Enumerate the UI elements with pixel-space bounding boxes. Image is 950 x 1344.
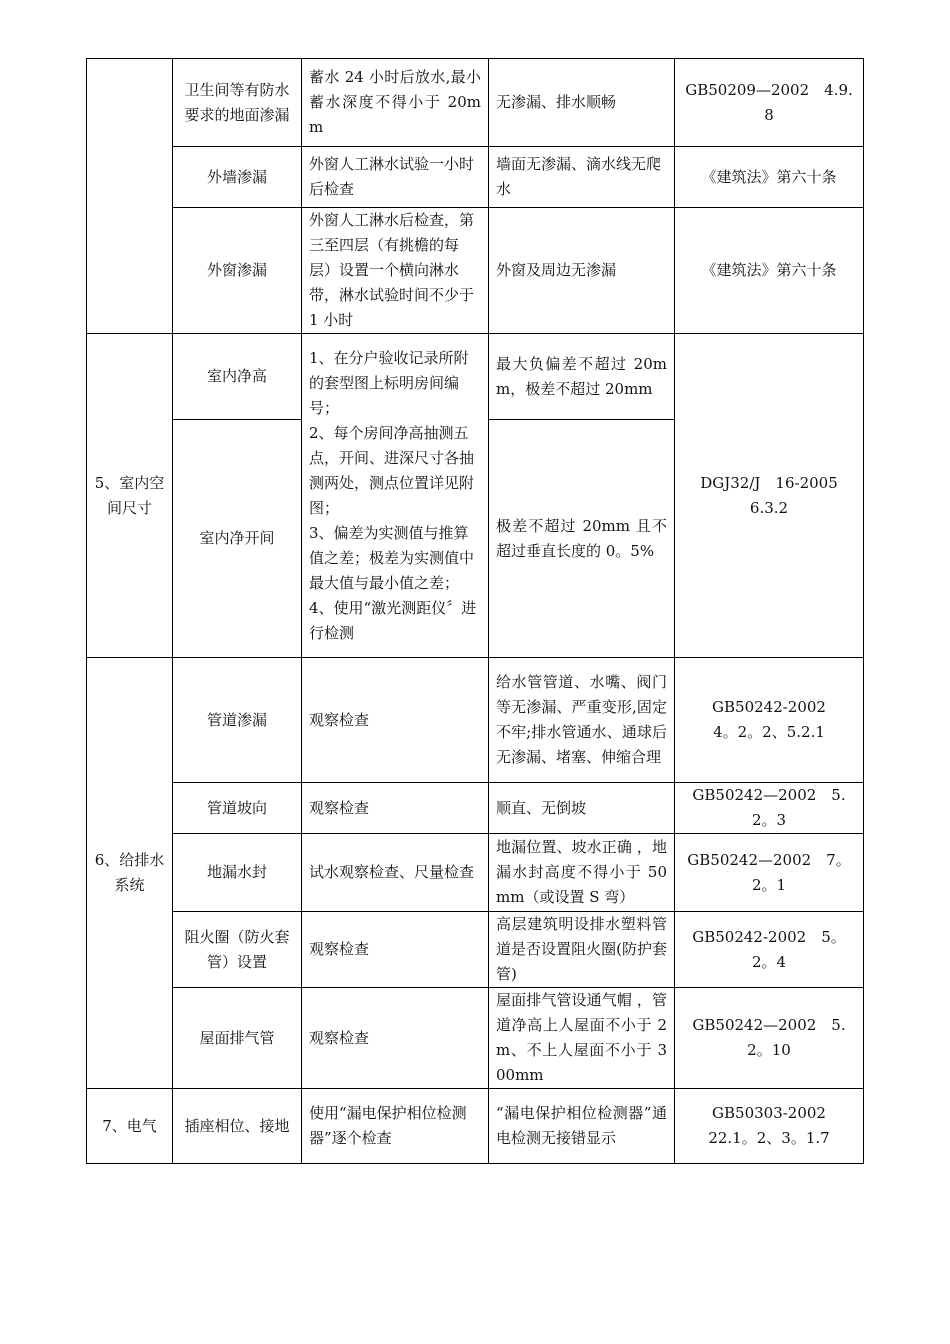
reference-line: 22.1。2、3。1.7 <box>708 1129 830 1147</box>
reference-line: 4。2。2、5.2.1 <box>713 723 825 741</box>
item-cell: 阻火圈（防火套管）设置 <box>173 912 302 988</box>
item-cell: 管道坡向 <box>173 783 302 834</box>
method-cell: 1、在分户验收记录所附的套型图上标明房间编号； 2、每个房间净高抽测五点，开间、进深尺寸各抽测两处，测点位置详见附图； 3、偏差为实测值与推算值之差；极差为实测值中最大值与最小值之差； 4、使用“激光测距仪〞进行检测 <box>302 334 489 658</box>
category-cell: 6、给排水系统 <box>87 658 173 1089</box>
standard-cell: 地漏位置、坡水正确 ，地漏水封高度不得小于 50mm（或设置 S 弯） <box>489 834 675 912</box>
table-row <box>87 658 864 783</box>
category-cell-empty <box>87 59 173 334</box>
item-cell: 室内净开间 <box>173 420 302 658</box>
item-cell: 室内净高 <box>173 334 302 420</box>
item-cell: 地漏水封 <box>173 834 302 912</box>
table-row <box>87 988 864 1089</box>
item-cell: 卫生间等有防水要求的地面渗漏 <box>173 59 302 147</box>
category-cell: 5、室内空间尺寸 <box>87 334 173 658</box>
standard-cell: “漏电保护相位检测器”通电检测无接错显示 <box>489 1089 675 1164</box>
standard-cell: 无渗漏、排水顺畅 <box>489 59 675 147</box>
item-cell: 插座相位、接地 <box>173 1089 302 1164</box>
item-cell: 管道渗漏 <box>173 658 302 783</box>
reference-cell <box>675 334 864 658</box>
reference-line: GB50242-2002 <box>712 698 826 716</box>
method-cell: 观察检查 <box>302 988 489 1089</box>
table-row <box>87 59 864 147</box>
standard-cell: 极差不超过 20mm 且不超过垂直长度的 0。5% <box>489 420 675 658</box>
standard-cell: 外窗及周边无渗漏 <box>489 208 675 334</box>
reference-line: DGJ32/J 16-2005 <box>700 473 838 492</box>
standard-cell: 最大负偏差不超过 20mm，极差不超过 20mm <box>489 334 675 420</box>
standard-cell: 墙面无渗漏、滴水线无爬水 <box>489 147 675 208</box>
table-row <box>87 1089 864 1164</box>
table-row <box>87 334 864 420</box>
item-cell: 外窗渗漏 <box>173 208 302 334</box>
method-cell: 观察检查 <box>302 658 489 783</box>
reference-line: 6.3.2 <box>749 498 789 517</box>
table-row <box>87 912 864 988</box>
reference-cell <box>675 658 864 783</box>
item-cell: 屋面排气管 <box>173 988 302 1089</box>
table-row <box>87 783 864 834</box>
reference-cell: 《建筑法》第六十条 <box>675 147 864 208</box>
reference-cell: GB50242—2002 7。2。1 <box>675 834 864 912</box>
item-cell: 外墙渗漏 <box>173 147 302 208</box>
method-cell: 蓄水 24 小时后放水,最小蓄水深度不得小于 20mm <box>302 59 489 147</box>
reference-cell <box>675 1089 864 1164</box>
standard-cell: 屋面排气管设通气帽 ，管道净高上人屋面不小于 2m、不上人屋面不小于 300mm <box>489 988 675 1089</box>
method-cell: 外窗人工淋水试验一小时后检查 <box>302 147 489 208</box>
standard-cell: 高层建筑明设排水塑料管道是否设置阻火圈(防护套管) <box>489 912 675 988</box>
table-row <box>87 208 864 334</box>
reference-cell: GB50242—2002 5.2。10 <box>675 988 864 1089</box>
reference-line: GB50303-2002 <box>712 1104 826 1122</box>
reference-cell: GB50209—2002 4.9.8 <box>675 59 864 147</box>
method-cell: 观察检查 <box>302 783 489 834</box>
reference-cell: GB50242—2002 5.2。3 <box>675 783 864 834</box>
standard-cell: 给水管管道、水嘴、阀门等无渗漏、严重变形,固定不牢;排水管通水、通球后无渗漏、堵塞、伸缩合理 <box>489 658 675 783</box>
inspection-table <box>86 58 864 1164</box>
method-cell: 试水观察检查、尺量检查 <box>302 834 489 912</box>
method-cell: 观察检查 <box>302 912 489 988</box>
category-cell: 7、电气 <box>87 1089 173 1164</box>
reference-cell: 《建筑法》第六十条 <box>675 208 864 334</box>
method-cell: 外窗人工淋水后检查，第三至四层（有挑檐的每层）设置一个横向淋水带，淋水试验时间不少于 1 小时 <box>302 208 489 334</box>
table-row <box>87 834 864 912</box>
standard-cell: 顺直、无倒坡 <box>489 783 675 834</box>
reference-cell: GB50242-2002 5。2。4 <box>675 912 864 988</box>
table-row <box>87 147 864 208</box>
method-cell: 使用“漏电保护相位检测器”逐个检查 <box>302 1089 489 1164</box>
